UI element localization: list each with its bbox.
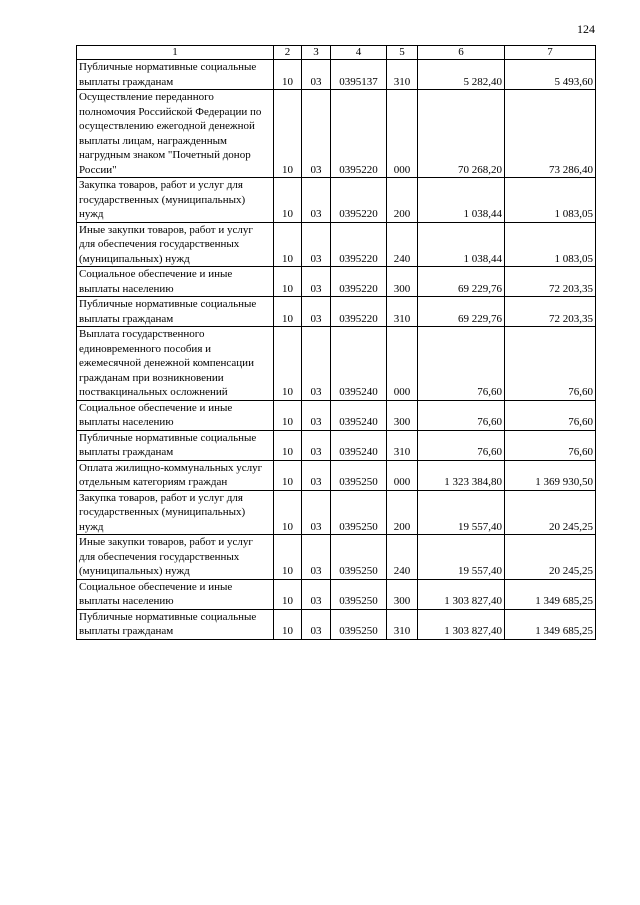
row-amount-year2: 76,60: [505, 327, 596, 401]
row-subsection: 03: [302, 60, 331, 90]
row-section: 10: [274, 222, 302, 267]
row-expense-type: 240: [387, 535, 418, 580]
row-target-code: 0395250: [331, 609, 387, 639]
row-section: 10: [274, 400, 302, 430]
column-header: 7: [505, 46, 596, 60]
table-row: [77, 430, 596, 460]
row-amount-year2: 72 203,35: [505, 267, 596, 297]
table-row: [77, 178, 596, 223]
row-name: Выплата государственного единовременного пособия и ежемесячной денежной компенсации гражданам при возникновении поствакцинальных осложнений: [77, 327, 274, 401]
row-target-code: 0395220: [331, 297, 387, 327]
row-section: 10: [274, 490, 302, 535]
row-target-code: 0395240: [331, 430, 387, 460]
row-amount-year2: 76,60: [505, 400, 596, 430]
row-amount-year2: 5 493,60: [505, 60, 596, 90]
row-expense-type: 000: [387, 327, 418, 401]
row-section: 10: [274, 327, 302, 401]
row-target-code: 0395250: [331, 460, 387, 490]
table-row: [77, 535, 596, 580]
row-name: Иные закупки товаров, работ и услуг для обеспечения государственных (муниципальных) нужд: [77, 535, 274, 580]
row-section: 10: [274, 609, 302, 639]
table-row: [77, 267, 596, 297]
row-expense-type: 310: [387, 430, 418, 460]
row-subsection: 03: [302, 327, 331, 401]
row-amount-year1: 1 038,44: [418, 178, 505, 223]
row-amount-year1: 19 557,40: [418, 490, 505, 535]
row-subsection: 03: [302, 490, 331, 535]
row-amount-year2: 73 286,40: [505, 90, 596, 178]
budget-table: [76, 45, 596, 640]
row-subsection: 03: [302, 579, 331, 609]
row-subsection: 03: [302, 460, 331, 490]
row-expense-type: 240: [387, 222, 418, 267]
row-name: Осуществление переданного полномочия Российской Федерации по осуществлению ежегодной денежной выплаты лицам, награжденным нагрудным знаком "Почетный донор России": [77, 90, 274, 178]
row-section: 10: [274, 297, 302, 327]
row-target-code: 0395250: [331, 490, 387, 535]
row-expense-type: 200: [387, 178, 418, 223]
row-name: Социальное обеспечение и иные выплаты населению: [77, 579, 274, 609]
row-expense-type: 310: [387, 297, 418, 327]
row-name: Публичные нормативные социальные выплаты гражданам: [77, 60, 274, 90]
table-row: [77, 297, 596, 327]
row-name: Закупка товаров, работ и услуг для государственных (муниципальных) нужд: [77, 178, 274, 223]
row-amount-year2: 1 083,05: [505, 222, 596, 267]
column-header: 4: [331, 46, 387, 60]
row-subsection: 03: [302, 222, 331, 267]
table-row: [77, 327, 596, 401]
column-header: 1: [77, 46, 274, 60]
table-row: [77, 400, 596, 430]
row-subsection: 03: [302, 430, 331, 460]
table-row: [77, 60, 596, 90]
column-header: 6: [418, 46, 505, 60]
row-name: Публичные нормативные социальные выплаты гражданам: [77, 430, 274, 460]
row-section: 10: [274, 60, 302, 90]
row-expense-type: 000: [387, 90, 418, 178]
row-subsection: 03: [302, 267, 331, 297]
row-target-code: 0395137: [331, 60, 387, 90]
row-target-code: 0395220: [331, 178, 387, 223]
row-section: 10: [274, 178, 302, 223]
row-section: 10: [274, 430, 302, 460]
row-amount-year2: 1 349 685,25: [505, 609, 596, 639]
row-expense-type: 300: [387, 400, 418, 430]
row-amount-year2: 20 245,25: [505, 490, 596, 535]
row-amount-year1: 76,60: [418, 327, 505, 401]
row-section: 10: [274, 267, 302, 297]
row-amount-year2: 1 083,05: [505, 178, 596, 223]
column-header: 2: [274, 46, 302, 60]
row-name: Социальное обеспечение и иные выплаты населению: [77, 267, 274, 297]
row-target-code: 0395220: [331, 222, 387, 267]
row-expense-type: 310: [387, 60, 418, 90]
row-subsection: 03: [302, 297, 331, 327]
row-subsection: 03: [302, 90, 331, 178]
row-amount-year2: 76,60: [505, 430, 596, 460]
row-amount-year2: 1 349 685,25: [505, 579, 596, 609]
row-amount-year1: 5 282,40: [418, 60, 505, 90]
column-header: 3: [302, 46, 331, 60]
row-amount-year1: 1 038,44: [418, 222, 505, 267]
row-subsection: 03: [302, 535, 331, 580]
row-subsection: 03: [302, 178, 331, 223]
row-section: 10: [274, 460, 302, 490]
row-target-code: 0395220: [331, 267, 387, 297]
column-header: 5: [387, 46, 418, 60]
row-section: 10: [274, 535, 302, 580]
row-expense-type: 200: [387, 490, 418, 535]
row-section: 10: [274, 90, 302, 178]
row-name: Публичные нормативные социальные выплаты гражданам: [77, 609, 274, 639]
row-expense-type: 000: [387, 460, 418, 490]
row-target-code: 0395250: [331, 579, 387, 609]
row-name: Социальное обеспечение и иные выплаты населению: [77, 400, 274, 430]
row-name: Публичные нормативные социальные выплаты гражданам: [77, 297, 274, 327]
row-expense-type: 300: [387, 579, 418, 609]
row-amount-year2: 20 245,25: [505, 535, 596, 580]
table-row: [77, 222, 596, 267]
table-row: [77, 460, 596, 490]
table-row: [77, 490, 596, 535]
row-expense-type: 310: [387, 609, 418, 639]
row-section: 10: [274, 579, 302, 609]
row-target-code: 0395220: [331, 90, 387, 178]
row-subsection: 03: [302, 609, 331, 639]
row-amount-year1: 76,60: [418, 400, 505, 430]
row-target-code: 0395250: [331, 535, 387, 580]
row-name: Иные закупки товаров, работ и услуг для обеспечения государственных (муниципальных) нужд: [77, 222, 274, 267]
row-amount-year1: 69 229,76: [418, 267, 505, 297]
table-row: [77, 609, 596, 639]
row-amount-year1: 1 323 384,80: [418, 460, 505, 490]
row-expense-type: 300: [387, 267, 418, 297]
table-row: [77, 90, 596, 178]
row-amount-year2: 1 369 930,50: [505, 460, 596, 490]
row-amount-year1: 19 557,40: [418, 535, 505, 580]
header-row: [77, 46, 596, 60]
row-name: Оплата жилищно-коммунальных услуг отдельным категориям граждан: [77, 460, 274, 490]
table-row: [77, 579, 596, 609]
row-amount-year1: 70 268,20: [418, 90, 505, 178]
row-target-code: 0395240: [331, 327, 387, 401]
page-number: 124: [577, 22, 595, 36]
row-subsection: 03: [302, 400, 331, 430]
row-name: Закупка товаров, работ и услуг для государственных (муниципальных) нужд: [77, 490, 274, 535]
row-amount-year1: 1 303 827,40: [418, 579, 505, 609]
row-amount-year1: 69 229,76: [418, 297, 505, 327]
row-amount-year1: 1 303 827,40: [418, 609, 505, 639]
row-amount-year1: 76,60: [418, 430, 505, 460]
row-target-code: 0395240: [331, 400, 387, 430]
row-amount-year2: 72 203,35: [505, 297, 596, 327]
